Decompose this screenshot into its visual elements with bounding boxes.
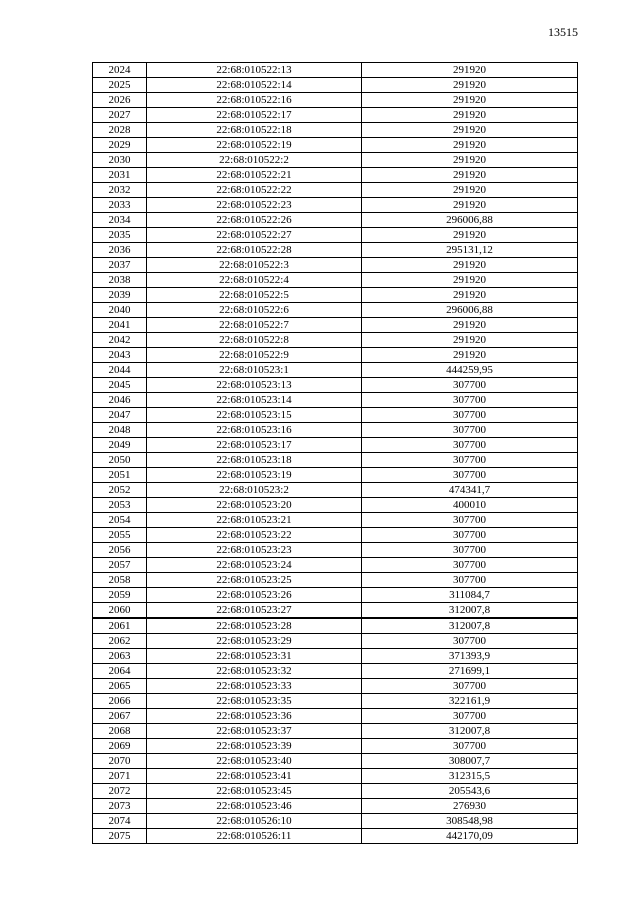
cadastral-number-cell: 22:68:010523:17 (147, 438, 362, 453)
cadastral-number-cell: 22:68:010523:25 (147, 573, 362, 588)
table-row (93, 408, 578, 423)
cadastral-value-cell: 291920 (362, 288, 578, 303)
row-number-cell: 2039 (93, 288, 147, 303)
table-row (93, 228, 578, 243)
row-number-cell: 2030 (93, 153, 147, 168)
cadastral-number-cell: 22:68:010523:20 (147, 498, 362, 513)
table-row (93, 318, 578, 333)
cadastral-value-cell: 291920 (362, 123, 578, 138)
cadastral-value-cell: 322161,9 (362, 694, 578, 709)
cadastral-value-cell: 307700 (362, 423, 578, 438)
cadastral-value-cell: 291920 (362, 198, 578, 213)
row-number-cell: 2068 (93, 724, 147, 739)
cadastral-number-cell: 22:68:010523:19 (147, 468, 362, 483)
cadastral-value-cell: 291920 (362, 333, 578, 348)
table-row (93, 303, 578, 318)
cadastral-number-cell: 22:68:010523:35 (147, 694, 362, 709)
table-row (93, 513, 578, 528)
cadastral-value-cell: 291920 (362, 183, 578, 198)
row-number-cell: 2044 (93, 363, 147, 378)
table-row (93, 393, 578, 408)
row-number-cell: 2040 (93, 303, 147, 318)
row-number-cell: 2052 (93, 483, 147, 498)
table-row (93, 814, 578, 829)
table-row (93, 423, 578, 438)
cadastral-value-cell: 307700 (362, 634, 578, 649)
cadastral-number-cell: 22:68:010523:18 (147, 453, 362, 468)
row-number-cell: 2070 (93, 754, 147, 769)
cadastral-number-cell: 22:68:010522:19 (147, 138, 362, 153)
table-row (93, 123, 578, 138)
cadastral-number-cell: 22:68:010522:27 (147, 228, 362, 243)
page-number: 13515 (548, 25, 578, 39)
table-row (93, 799, 578, 814)
row-number-cell: 2074 (93, 814, 147, 829)
table-row (93, 138, 578, 153)
cadastral-number-cell: 22:68:010523:27 (147, 603, 362, 619)
cadastral-number-cell: 22:68:010522:14 (147, 78, 362, 93)
cadastral-value-cell: 291920 (362, 273, 578, 288)
row-number-cell: 2043 (93, 348, 147, 363)
cadastral-number-cell: 22:68:010523:14 (147, 393, 362, 408)
row-number-cell: 2038 (93, 273, 147, 288)
row-number-cell: 2033 (93, 198, 147, 213)
table-row (93, 438, 578, 453)
cadastral-number-cell: 22:68:010523:31 (147, 649, 362, 664)
table-row (93, 453, 578, 468)
cadastral-number-cell: 22:68:010523:2 (147, 483, 362, 498)
table-row (93, 528, 578, 543)
table-row (93, 63, 578, 78)
row-number-cell: 2051 (93, 468, 147, 483)
row-number-cell: 2065 (93, 679, 147, 694)
cadastral-number-cell: 22:68:010522:3 (147, 258, 362, 273)
row-number-cell: 2061 (93, 618, 147, 634)
row-number-cell: 2027 (93, 108, 147, 123)
cadastral-value-cell: 307700 (362, 573, 578, 588)
table-row (93, 603, 578, 619)
cadastral-number-cell: 22:68:010522:8 (147, 333, 362, 348)
cadastral-number-cell: 22:68:010523:26 (147, 588, 362, 603)
row-number-cell: 2067 (93, 709, 147, 724)
cadastral-value-cell: 296006,88 (362, 303, 578, 318)
cadastral-value-cell: 312007,8 (362, 724, 578, 739)
row-number-cell: 2054 (93, 513, 147, 528)
row-number-cell: 2035 (93, 228, 147, 243)
cadastral-number-cell: 22:68:010522:2 (147, 153, 362, 168)
cadastral-value-cell: 312007,8 (362, 618, 578, 634)
cadastral-value-cell: 307700 (362, 513, 578, 528)
row-number-cell: 2031 (93, 168, 147, 183)
cadastral-number-cell: 22:68:010522:18 (147, 123, 362, 138)
cadastral-number-cell: 22:68:010523:24 (147, 558, 362, 573)
table-row (93, 709, 578, 724)
cadastral-number-cell: 22:68:010523:21 (147, 513, 362, 528)
cadastral-value-cell: 400010 (362, 498, 578, 513)
row-number-cell: 2062 (93, 634, 147, 649)
cadastral-number-cell: 22:68:010523:32 (147, 664, 362, 679)
cadastral-number-cell: 22:68:010523:36 (147, 709, 362, 724)
row-number-cell: 2060 (93, 603, 147, 619)
cadastral-number-cell: 22:68:010522:13 (147, 63, 362, 78)
row-number-cell: 2037 (93, 258, 147, 273)
row-number-cell: 2073 (93, 799, 147, 814)
cadastral-value-cell: 296006,88 (362, 213, 578, 228)
cadastral-number-cell: 22:68:010522:9 (147, 348, 362, 363)
row-number-cell: 2032 (93, 183, 147, 198)
table-row (93, 348, 578, 363)
row-number-cell: 2049 (93, 438, 147, 453)
cadastral-number-cell: 22:68:010522:22 (147, 183, 362, 198)
cadastral-number-cell: 22:68:010522:21 (147, 168, 362, 183)
table-row (93, 784, 578, 799)
row-number-cell: 2063 (93, 649, 147, 664)
row-number-cell: 2071 (93, 769, 147, 784)
table-row (93, 769, 578, 784)
cadastral-value-cell: 205543,6 (362, 784, 578, 799)
cadastral-value-cell: 474341,7 (362, 483, 578, 498)
row-number-cell: 2047 (93, 408, 147, 423)
row-number-cell: 2028 (93, 123, 147, 138)
cadastral-value-cell: 307700 (362, 528, 578, 543)
cadastral-value-cell: 444259,95 (362, 363, 578, 378)
cadastral-number-cell: 22:68:010523:23 (147, 543, 362, 558)
cadastral-value-cell: 308007,7 (362, 754, 578, 769)
table-row (93, 78, 578, 93)
table-row (93, 739, 578, 754)
cadastral-number-cell: 22:68:010523:40 (147, 754, 362, 769)
cadastral-value-cell: 291920 (362, 258, 578, 273)
cadastral-number-cell: 22:68:010523:33 (147, 679, 362, 694)
row-number-cell: 2034 (93, 213, 147, 228)
table-row (93, 724, 578, 739)
row-number-cell: 2055 (93, 528, 147, 543)
cadastral-value-cell: 291920 (362, 93, 578, 108)
table-row (93, 829, 578, 844)
row-number-cell: 2057 (93, 558, 147, 573)
row-number-cell: 2056 (93, 543, 147, 558)
cadastral-number-cell: 22:68:010523:28 (147, 618, 362, 634)
table-row (93, 588, 578, 603)
cadastral-number-cell: 22:68:010523:46 (147, 799, 362, 814)
table-row (93, 333, 578, 348)
table-row (93, 679, 578, 694)
cadastral-number-cell: 22:68:010522:6 (147, 303, 362, 318)
cadastral-value-cell: 307700 (362, 679, 578, 694)
cadastral-number-cell: 22:68:010526:11 (147, 829, 362, 844)
row-number-cell: 2041 (93, 318, 147, 333)
table-row (93, 108, 578, 123)
table-row (93, 198, 578, 213)
table-row (93, 694, 578, 709)
cadastral-value-cell: 291920 (362, 168, 578, 183)
row-number-cell: 2066 (93, 694, 147, 709)
cadastral-number-cell: 22:68:010522:23 (147, 198, 362, 213)
cadastral-number-cell: 22:68:010523:15 (147, 408, 362, 423)
row-number-cell: 2042 (93, 333, 147, 348)
cadastral-number-cell: 22:68:010523:1 (147, 363, 362, 378)
cadastral-value-cell: 371393,9 (362, 649, 578, 664)
cadastral-value-cell: 308548,98 (362, 814, 578, 829)
cadastral-value-cell: 307700 (362, 438, 578, 453)
row-number-cell: 2048 (93, 423, 147, 438)
cadastral-number-cell: 22:68:010523:13 (147, 378, 362, 393)
cadastral-value-cell: 291920 (362, 228, 578, 243)
table-row (93, 618, 578, 634)
cadastral-value-cell: 307700 (362, 453, 578, 468)
cadastral-value-cell: 291920 (362, 348, 578, 363)
row-number-cell: 2064 (93, 664, 147, 679)
cadastral-number-cell: 22:68:010526:10 (147, 814, 362, 829)
table-row (93, 664, 578, 679)
cadastral-value-cell: 291920 (362, 63, 578, 78)
cadastral-value-cell: 307700 (362, 558, 578, 573)
cadastral-value-cell: 307700 (362, 709, 578, 724)
table-body (93, 63, 578, 844)
cadastral-value-cell: 311084,7 (362, 588, 578, 603)
cadastral-number-cell: 22:68:010523:16 (147, 423, 362, 438)
table-row (93, 558, 578, 573)
cadastral-value-cell: 291920 (362, 318, 578, 333)
table-row (93, 543, 578, 558)
cadastral-number-cell: 22:68:010523:37 (147, 724, 362, 739)
cadastral-value-cell: 291920 (362, 78, 578, 93)
row-number-cell: 2050 (93, 453, 147, 468)
row-number-cell: 2053 (93, 498, 147, 513)
table-row (93, 258, 578, 273)
cadastral-number-cell: 22:68:010522:26 (147, 213, 362, 228)
cadastral-number-cell: 22:68:010522:4 (147, 273, 362, 288)
table-row (93, 573, 578, 588)
table-row (93, 754, 578, 769)
cadastral-value-cell: 312315,5 (362, 769, 578, 784)
table-row (93, 363, 578, 378)
table-row (93, 183, 578, 198)
cadastral-number-cell: 22:68:010523:45 (147, 784, 362, 799)
table-row (93, 378, 578, 393)
row-number-cell: 2072 (93, 784, 147, 799)
cadastral-number-cell: 22:68:010523:39 (147, 739, 362, 754)
row-number-cell: 2036 (93, 243, 147, 258)
cadastral-value-cell: 307700 (362, 378, 578, 393)
table-row (93, 213, 578, 228)
cadastral-value-cell: 271699,1 (362, 664, 578, 679)
cadastral-value-cell: 442170,09 (362, 829, 578, 844)
cadastral-value-cell: 312007,8 (362, 603, 578, 619)
row-number-cell: 2025 (93, 78, 147, 93)
table-row (93, 649, 578, 664)
row-number-cell: 2058 (93, 573, 147, 588)
table-row (93, 634, 578, 649)
table-row (93, 153, 578, 168)
row-number-cell: 2026 (93, 93, 147, 108)
row-number-cell: 2029 (93, 138, 147, 153)
cadastral-number-cell: 22:68:010522:28 (147, 243, 362, 258)
cadastral-value-cell: 307700 (362, 543, 578, 558)
row-number-cell: 2045 (93, 378, 147, 393)
table-row (93, 483, 578, 498)
row-number-cell: 2024 (93, 63, 147, 78)
cadastral-value-cell: 291920 (362, 108, 578, 123)
cadastral-value-table (92, 62, 578, 844)
cadastral-value-cell: 307700 (362, 393, 578, 408)
cadastral-number-cell: 22:68:010522:17 (147, 108, 362, 123)
cadastral-value-cell: 291920 (362, 138, 578, 153)
cadastral-number-cell: 22:68:010522:5 (147, 288, 362, 303)
cadastral-value-cell: 307700 (362, 408, 578, 423)
cadastral-number-cell: 22:68:010523:41 (147, 769, 362, 784)
cadastral-number-cell: 22:68:010523:22 (147, 528, 362, 543)
row-number-cell: 2075 (93, 829, 147, 844)
row-number-cell: 2069 (93, 739, 147, 754)
row-number-cell: 2059 (93, 588, 147, 603)
table-row (93, 468, 578, 483)
row-number-cell: 2046 (93, 393, 147, 408)
cadastral-value-cell: 307700 (362, 468, 578, 483)
table-row (93, 273, 578, 288)
cadastral-value-cell: 291920 (362, 153, 578, 168)
cadastral-number-cell: 22:68:010523:29 (147, 634, 362, 649)
table-row (93, 498, 578, 513)
table-row (93, 243, 578, 258)
cadastral-value-cell: 276930 (362, 799, 578, 814)
cadastral-value-cell: 295131,12 (362, 243, 578, 258)
table-row (93, 93, 578, 108)
table-row (93, 168, 578, 183)
cadastral-number-cell: 22:68:010522:16 (147, 93, 362, 108)
cadastral-number-cell: 22:68:010522:7 (147, 318, 362, 333)
table-row (93, 288, 578, 303)
cadastral-value-cell: 307700 (362, 739, 578, 754)
